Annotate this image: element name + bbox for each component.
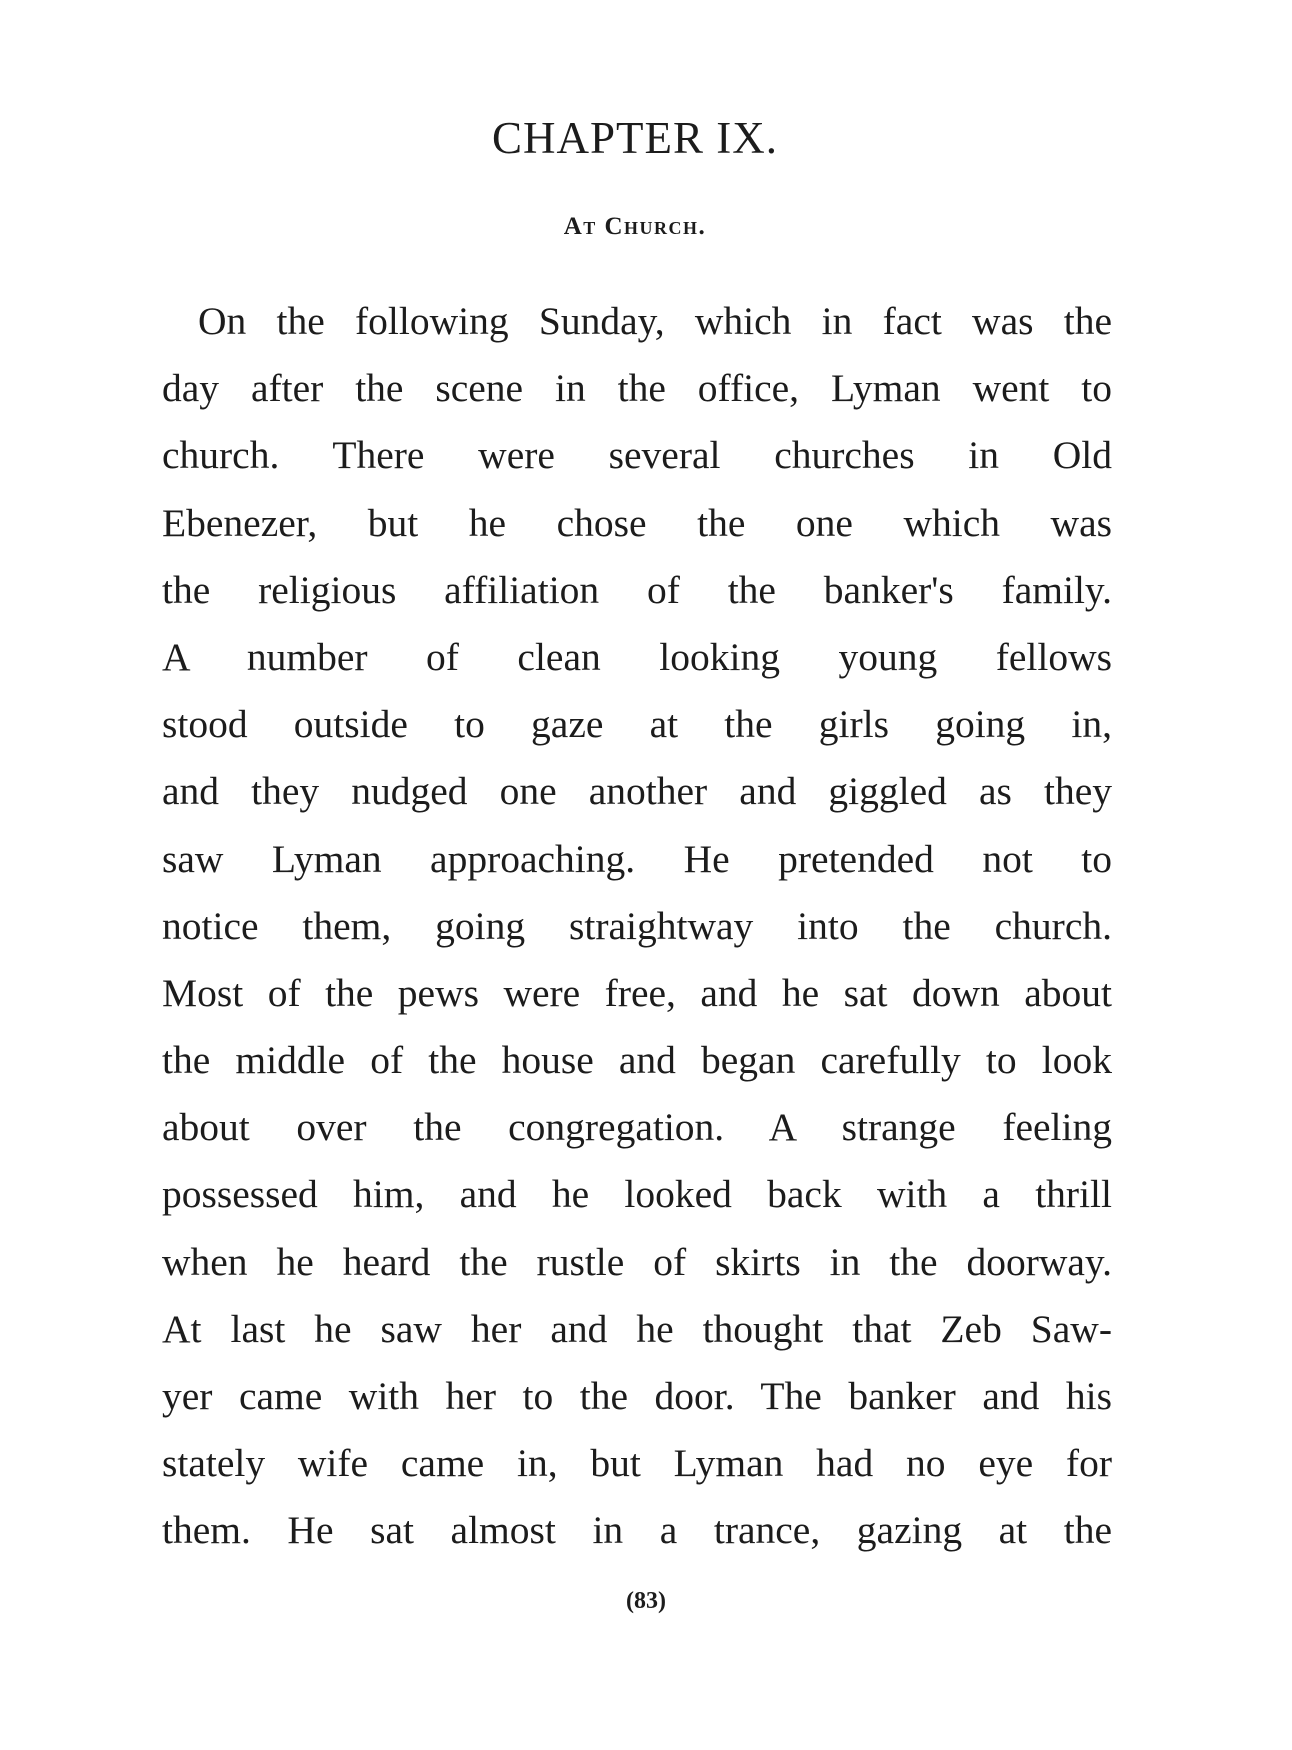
text-line: Most of the pews were free, and he sat down about <box>162 970 1112 1015</box>
text-line: the religious affiliation of the banker's family. <box>162 567 1112 612</box>
text-line: yer came with her to the door. The banker and his <box>162 1374 1112 1418</box>
text-line: notice them, going straightway into the church. <box>162 903 1112 948</box>
text-line: them. He sat almost in a trance, gazing at the <box>162 1508 1112 1553</box>
text-line: Ebenezer, but he chose the one which was <box>162 500 1112 545</box>
text-line: the middle of the house and began carefully to look <box>162 1038 1112 1083</box>
text-line: On the following Sunday, which in fact was the <box>198 299 1112 343</box>
text-line: saw Lyman approaching. He pretended not to <box>162 836 1112 881</box>
text-line: and they nudged one another and giggled as they <box>162 769 1112 814</box>
body-text <box>162 288 1112 1565</box>
text-line: church. There were several churches in Old <box>162 433 1112 478</box>
text-line: day after the scene in the office, Lyman went to <box>162 366 1112 411</box>
chapter-subtitle: At Church. <box>563 213 707 240</box>
text-line: A number of clean looking young fellows <box>162 634 1112 679</box>
chapter-title: CHAPTER IX. <box>491 113 778 163</box>
text-line: At last he saw her and he thought that Zeb Saw- <box>162 1306 1112 1351</box>
page-number: (83) <box>626 1588 666 1614</box>
text-line: when he heard the rustle of skirts in the doorway. <box>162 1239 1112 1284</box>
text-line: possessed him, and he looked back with a thrill <box>162 1172 1112 1217</box>
text-line: stood outside to gaze at the girls going in, <box>162 702 1112 747</box>
text-line: stately wife came in, but Lyman had no eye for <box>162 1441 1112 1486</box>
text-line: about over the congregation. A strange feeling <box>162 1105 1112 1150</box>
